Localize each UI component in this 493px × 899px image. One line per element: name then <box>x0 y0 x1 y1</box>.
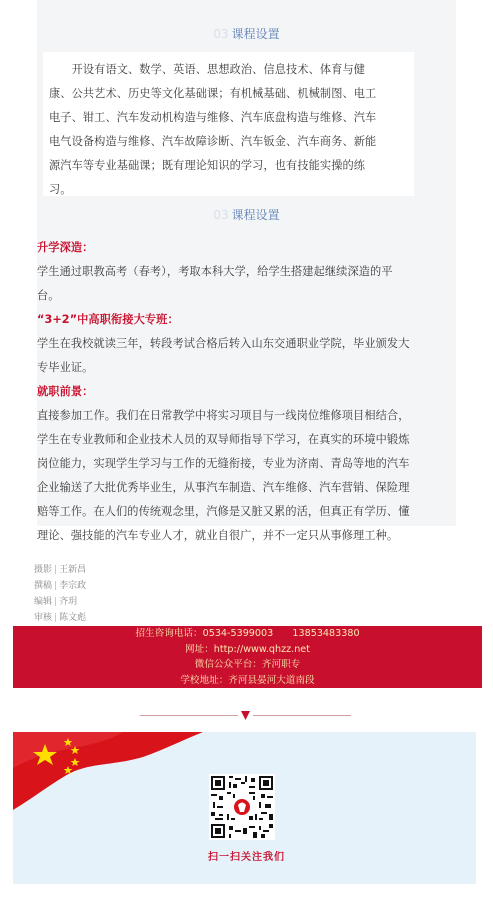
qr-caption: 扫一扫关注我们 <box>208 852 285 863</box>
contact-website[interactable]: 网址：http://www.qhzz.net <box>185 643 310 655</box>
paragraph-line: 专毕业证。 <box>37 361 94 374</box>
paragraph-line: 岗位能力，实现学生学习与工作的无缝衔接，专业为济南、青岛等地的汽车 <box>37 457 410 470</box>
section-number: 03 <box>213 208 229 222</box>
paragraph-line: 学生通过职教高考（春考），考取本科大学，给学生搭建起继续深造的平 <box>37 265 393 278</box>
paragraph-line: 台。 <box>37 289 60 302</box>
credit-row: 摄影 | 王新昌 <box>34 565 87 575</box>
career-panel <box>37 198 456 542</box>
heading-3plus2: “3+2”中高职衔接大专班： <box>37 313 179 326</box>
course-line: 康、公共艺术、历史等文化基础课；有机械基础、机械制图、电工 <box>49 87 377 100</box>
paragraph-line: 学生在专业教师和企业技术人员的双导师指导下学习，在真实的环境中锻炼 <box>37 433 410 446</box>
heading-further-study: 升学深造： <box>37 241 94 254</box>
course-line: 开设有语文、数学、英语、思想政治、信息技术、体育与健 <box>49 63 366 76</box>
section-title-text: 课程设置 <box>231 208 280 222</box>
section-number: 03 <box>213 27 229 41</box>
credit-row: 编辑 | 齐玥 <box>34 597 78 607</box>
contact-bar <box>13 626 482 688</box>
paragraph-line: 理论、强技能的汽车专业人才，就业自很广，并不一定只从事修理工种。 <box>37 529 399 542</box>
course-panel <box>37 0 456 198</box>
paragraph-line: 学生在我校就读三年，转段考试合格后转入山东交通职业学院，毕业颁发大 <box>37 337 410 350</box>
paragraph-line: 直接参加工作。我们在日常教学中将实习项目与一线岗位维修项目相结合， <box>37 409 410 422</box>
qr-code-icon[interactable] <box>209 774 275 840</box>
course-line: 电气设备构造与维修、汽车故障诊断、汽车钣金、汽车商务、新能 <box>49 135 377 148</box>
credit-row: 撰稿 | 李宗政 <box>34 581 87 591</box>
contact-wechat: 微信公众平台：齐河职专 <box>194 659 301 670</box>
credits-block <box>34 562 86 626</box>
contact-phone[interactable]: 招生咨询电话：0534-5399003 13853483380 <box>135 628 360 639</box>
contact-address: 学校地址：齐河县晏河大道南段 <box>180 674 315 686</box>
paragraph-line: 企业输送了大批优秀毕业生，从事汽车制造、汽车维修、汽车营销、保险理 <box>37 481 410 494</box>
section-title-text: 课程设置 <box>231 27 280 41</box>
course-line: 电子、钳工、汽车发动机构造与维修、汽车底盘构造与维修、汽车 <box>49 111 377 124</box>
course-line: 习。 <box>49 183 72 196</box>
section-title <box>37 206 456 223</box>
paragraph-line: 赔等工作。在人们的传统观念里，汽修是又脏又累的活，但真正有学历、懂 <box>37 505 410 518</box>
credit-row: 审核 | 陈文彪 <box>34 613 87 623</box>
divider-left <box>140 715 238 716</box>
divider-arrow-icon <box>241 711 250 720</box>
course-description <box>49 58 409 202</box>
divider-right <box>253 715 351 716</box>
heading-employment: 就职前景： <box>37 385 94 398</box>
career-description <box>37 236 456 548</box>
red-flag-icon <box>13 732 203 812</box>
course-line: 源汽车等专业基础课；既有理论知识的学习，也有技能实操的练 <box>49 159 366 172</box>
section-title <box>37 25 456 42</box>
